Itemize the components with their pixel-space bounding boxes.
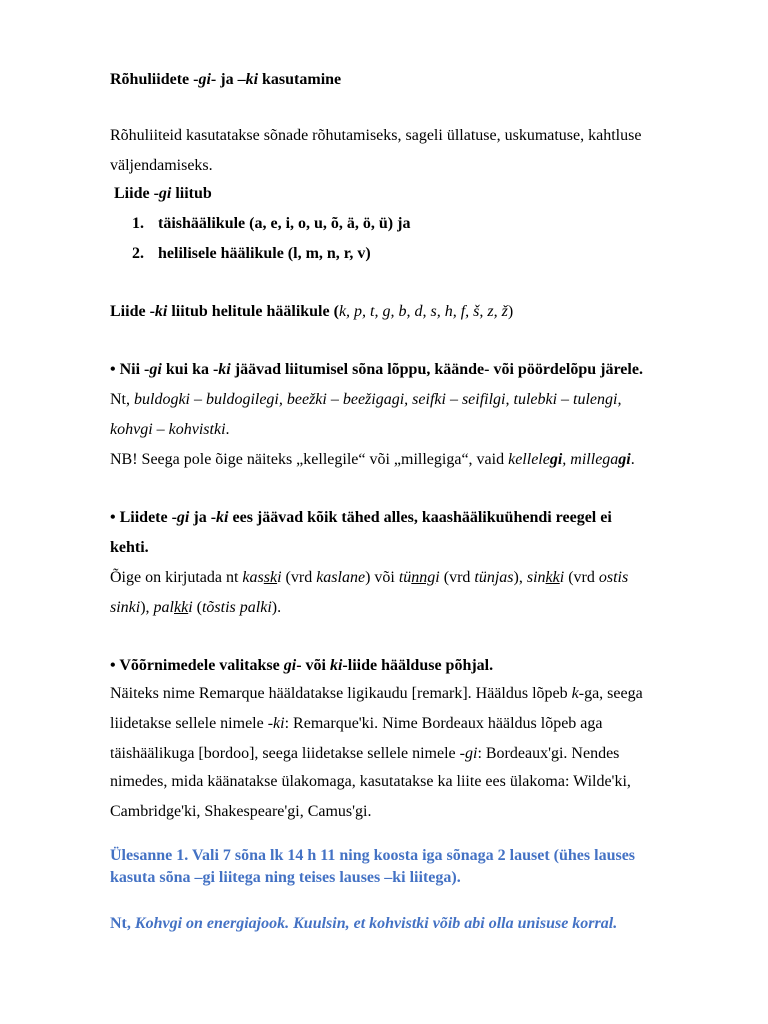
nb-suffix: gi (549, 451, 563, 468)
word: ostis (598, 569, 629, 586)
title-text: kasutamine (258, 71, 342, 88)
example-words: kohvgi – kohvistki (110, 421, 226, 438)
heading-text: • Liidete - (110, 509, 177, 526)
rule-text: Liide - (114, 185, 159, 202)
section3-line-4: nimedes, mida käänatakse ülakomaga, kasutatakse ka liite ees ülakoma: Wilde'ki, (110, 773, 631, 790)
word: k (571, 685, 579, 702)
title-text: Rõhuliidete - (110, 71, 199, 88)
gi-rule-heading (114, 184, 212, 204)
body-text: : Remarque'ki. Nime Bordeaux hääldus lõpeb aga (284, 715, 603, 732)
exercise-line-2: kasuta sõna –gi liitega ning teises lauses –ki liitega). (110, 869, 461, 886)
heading-gi: gi (176, 509, 190, 526)
list-number: 2. (132, 245, 144, 262)
word: i (188, 599, 193, 616)
section2-heading-1 (110, 508, 612, 528)
section1-nb (110, 450, 635, 470)
heading-text: -liide häälduse põhjal. (342, 657, 494, 674)
body-text: Näiteks nime Remarque hääldatakse ligikaudu [remark]. Hääldus lõpeb (110, 685, 572, 702)
word: pal (153, 599, 174, 616)
nb-word: millega (570, 451, 619, 468)
word: tü (398, 569, 412, 586)
heading-text: • Nii - (110, 361, 150, 378)
section2-line-1 (110, 568, 628, 588)
heading-text: jäävad liitumisel sõna lõppu, käände- või pöördelõpu järele. (230, 361, 643, 378)
nb-suffix: gi (618, 451, 631, 468)
word: i (277, 569, 282, 586)
body-text: ), (140, 599, 154, 616)
section2-heading-2: kehti. (110, 539, 149, 556)
word-underlined: kk (545, 569, 560, 586)
word-underlined: sk (263, 569, 278, 586)
section1-examples-1 (110, 390, 621, 410)
heading-text: kui ka - (161, 361, 219, 378)
word: kas (242, 569, 264, 586)
rule-text: Liide - (110, 303, 155, 320)
heading-text: ja - (189, 509, 217, 526)
rule-ki: ki (154, 303, 168, 320)
list-item-text: helilisele häälikule (l, m, n, r, v) (158, 245, 371, 262)
title-gi: gi (198, 71, 211, 88)
nt-label: Nt, (110, 391, 134, 408)
punctuation: , (562, 451, 571, 468)
list-item-text: täishäälikule (a, e, i, o, u, õ, ä, ö, ü) ja (158, 215, 411, 232)
word-underlined: kk (174, 599, 189, 616)
example-sentence: Kohvgi on energiajook. Kuulsin, et kohvistki võib abi olla unisuse korral. (134, 915, 618, 932)
rule-text: ) (507, 303, 514, 320)
heading-text: - või (296, 657, 330, 674)
rule-letters: k, p, t, g, b, d, s, h, f, š, z, ž (338, 303, 508, 320)
body-text: täishäälikuga [bordoo], seega liidetakse sellele nimele - (110, 745, 465, 762)
title-ki: ki (245, 71, 259, 88)
body-text: ) või (365, 569, 399, 586)
rule-text: liitub (171, 185, 212, 202)
body-text: ( (192, 599, 202, 616)
heading-ki: ki (218, 361, 231, 378)
nt-label: Nt, (110, 915, 135, 932)
section2-line-2 (110, 598, 281, 618)
example-words: buldogki – buldogilegi, beežki – beežigagi, seifki – seifilgi, tulebki – tulengi, (134, 391, 622, 408)
body-text: -ga, seega (578, 685, 643, 702)
body-text: (vrd (564, 569, 599, 586)
body-text: Õige on kirjutada nt (110, 569, 243, 586)
word: i (559, 569, 565, 586)
rule-text: liitub helitule häälikule ( (167, 303, 339, 320)
word: tõstis palki (201, 599, 272, 616)
section3-line-3 (110, 744, 619, 764)
word: tünjas (474, 569, 514, 586)
ki-rule (110, 302, 513, 322)
body-text: (vrd (281, 569, 317, 586)
section3-heading (110, 656, 493, 676)
exercise-example (110, 914, 617, 934)
section1-examples-2 (110, 420, 230, 440)
word: kaslane (316, 569, 366, 586)
word-underlined: nng (411, 569, 436, 586)
punctuation: . (225, 421, 230, 438)
heading-ki: ki (216, 509, 229, 526)
intro-line-2: väljendamiseks. (110, 157, 213, 174)
word: sinki (110, 599, 141, 616)
heading-gi: gi (149, 361, 162, 378)
heading-ki: ki (329, 657, 343, 674)
nb-text: NB! Seega pole õige näiteks „kellegile“ või „millegiga“, vaid (110, 451, 509, 468)
rule-gi: gi (158, 185, 172, 202)
body-text: liidetakse sellele nimele - (110, 715, 274, 732)
word: sin (526, 569, 546, 586)
word: ki (273, 715, 285, 732)
body-text: : Bordeaux'gi. Nendes (477, 745, 620, 762)
body-text: (vrd (439, 569, 475, 586)
heading-text: • Võõrnimedele valitakse (110, 657, 284, 674)
gi-rule-item-1 (132, 214, 410, 234)
heading-gi: gi (283, 657, 297, 674)
heading-text: ees jäävad kõik tähed alles, kaashäälikuühendi reegel ei (228, 509, 612, 526)
word: gi (464, 745, 478, 762)
title-text: - ja – (210, 71, 246, 88)
intro-line-1: Rõhuliiteid kasutatakse sõnade rõhutamiseks, sageli üllatuse, uskumatuse, kahtluse (110, 127, 642, 144)
list-number: 1. (132, 215, 144, 232)
section3-line-5: Cambridge'ki, Shakespeare'gi, Camus'gi. (110, 803, 372, 820)
word: i (435, 569, 440, 586)
section3-line-2 (110, 714, 603, 734)
exercise-line-1: Ülesanne 1. Vali 7 sõna lk 14 h 11 ning koosta iga sõnaga 2 lauset (ühes lauses (110, 847, 636, 864)
section3-line-1 (110, 684, 643, 704)
body-text: ), (513, 569, 527, 586)
gi-rule-item-2 (132, 244, 371, 264)
document-title (110, 70, 341, 90)
punctuation: . (630, 451, 635, 468)
section1-heading (110, 360, 643, 380)
body-text: ). (271, 599, 282, 616)
nb-word: kellele (508, 451, 550, 468)
